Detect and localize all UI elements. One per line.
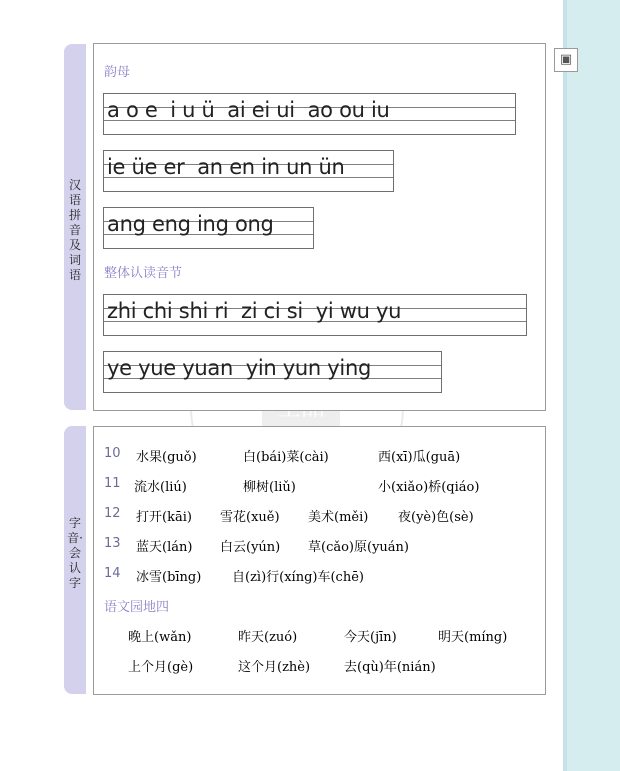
row-number: 10 — [104, 446, 121, 461]
garden-word: 今天(jīn) — [344, 630, 397, 645]
pinyin-box-4 — [103, 294, 527, 336]
row-number: 12 — [104, 506, 121, 521]
vocab-word: 美术(měi) — [308, 510, 369, 525]
garden-word: 上个月(gè) — [128, 660, 194, 675]
row-number: 13 — [104, 536, 121, 551]
pinyin-box-5 — [103, 351, 442, 393]
page-edge-strip — [563, 0, 620, 771]
pinyin-text-1: a o e i u ü ai ei ui ao ou iu — [107, 98, 390, 122]
vocab-word: 小(xiǎo)桥(qiáo) — [378, 480, 480, 495]
heading-finals: 韵母 — [104, 65, 131, 80]
vocab-word: 自(zì)行(xíng)车(chē) — [232, 570, 364, 585]
vocab-word: 雪花(xuě) — [220, 510, 280, 525]
vocab-word: 白云(yún) — [220, 540, 281, 555]
vocab-word: 冰雪(bīng) — [136, 570, 202, 585]
pinyin-text-5: ye yue yuan yin yun ying — [107, 356, 371, 380]
vocab-word: 柳树(liǔ) — [243, 480, 296, 495]
vocab-word: 西(xī)瓜(guā) — [378, 450, 461, 465]
vocab-word: 夜(yè)色(sè) — [398, 510, 474, 525]
vocab-word: 草(cǎo)原(yuán) — [308, 540, 409, 555]
section-tab-pinyin — [64, 44, 86, 410]
row-number: 11 — [104, 476, 121, 491]
garden-word: 明天(míng) — [438, 630, 508, 645]
vocab-word: 流水(liú) — [134, 480, 187, 495]
section-tab-pinyin-label: 汉语拼音及词语 — [68, 178, 81, 282]
section-tab-characters-label: 字音·会认字 — [67, 516, 83, 590]
characters-panel — [93, 426, 546, 695]
garden-word: 这个月(zhè) — [238, 660, 311, 675]
pinyin-box-3 — [103, 207, 314, 249]
garden-word: 昨天(zuó) — [238, 630, 298, 645]
section-tab-characters — [64, 426, 86, 694]
garden-word: 去(qù)年(nián) — [344, 660, 436, 675]
garden-word: 晚上(wǎn) — [128, 630, 192, 645]
vocab-word: 白(bái)菜(cài) — [243, 450, 329, 465]
pinyin-text-3: ang eng ing ong — [107, 212, 274, 236]
pinyin-text-2: ie üe er an en in un ün — [107, 155, 345, 179]
heading-whole-syllables: 整体认读音节 — [104, 266, 183, 281]
vocab-word: 打开(kāi) — [136, 510, 192, 525]
vocab-word: 水果(guǒ) — [136, 450, 197, 465]
vocab-word: 蓝天(lán) — [136, 540, 193, 555]
pinyin-text-4: zhi chi shi ri zi ci si yi wu yu — [107, 299, 402, 323]
pinyin-box-2 — [103, 150, 394, 192]
pinyin-box-1 — [103, 93, 516, 135]
row-number: 14 — [104, 566, 121, 581]
page-icon[interactable]: ▣ — [554, 48, 578, 72]
heading-language-garden: 语文园地四 — [104, 600, 170, 615]
